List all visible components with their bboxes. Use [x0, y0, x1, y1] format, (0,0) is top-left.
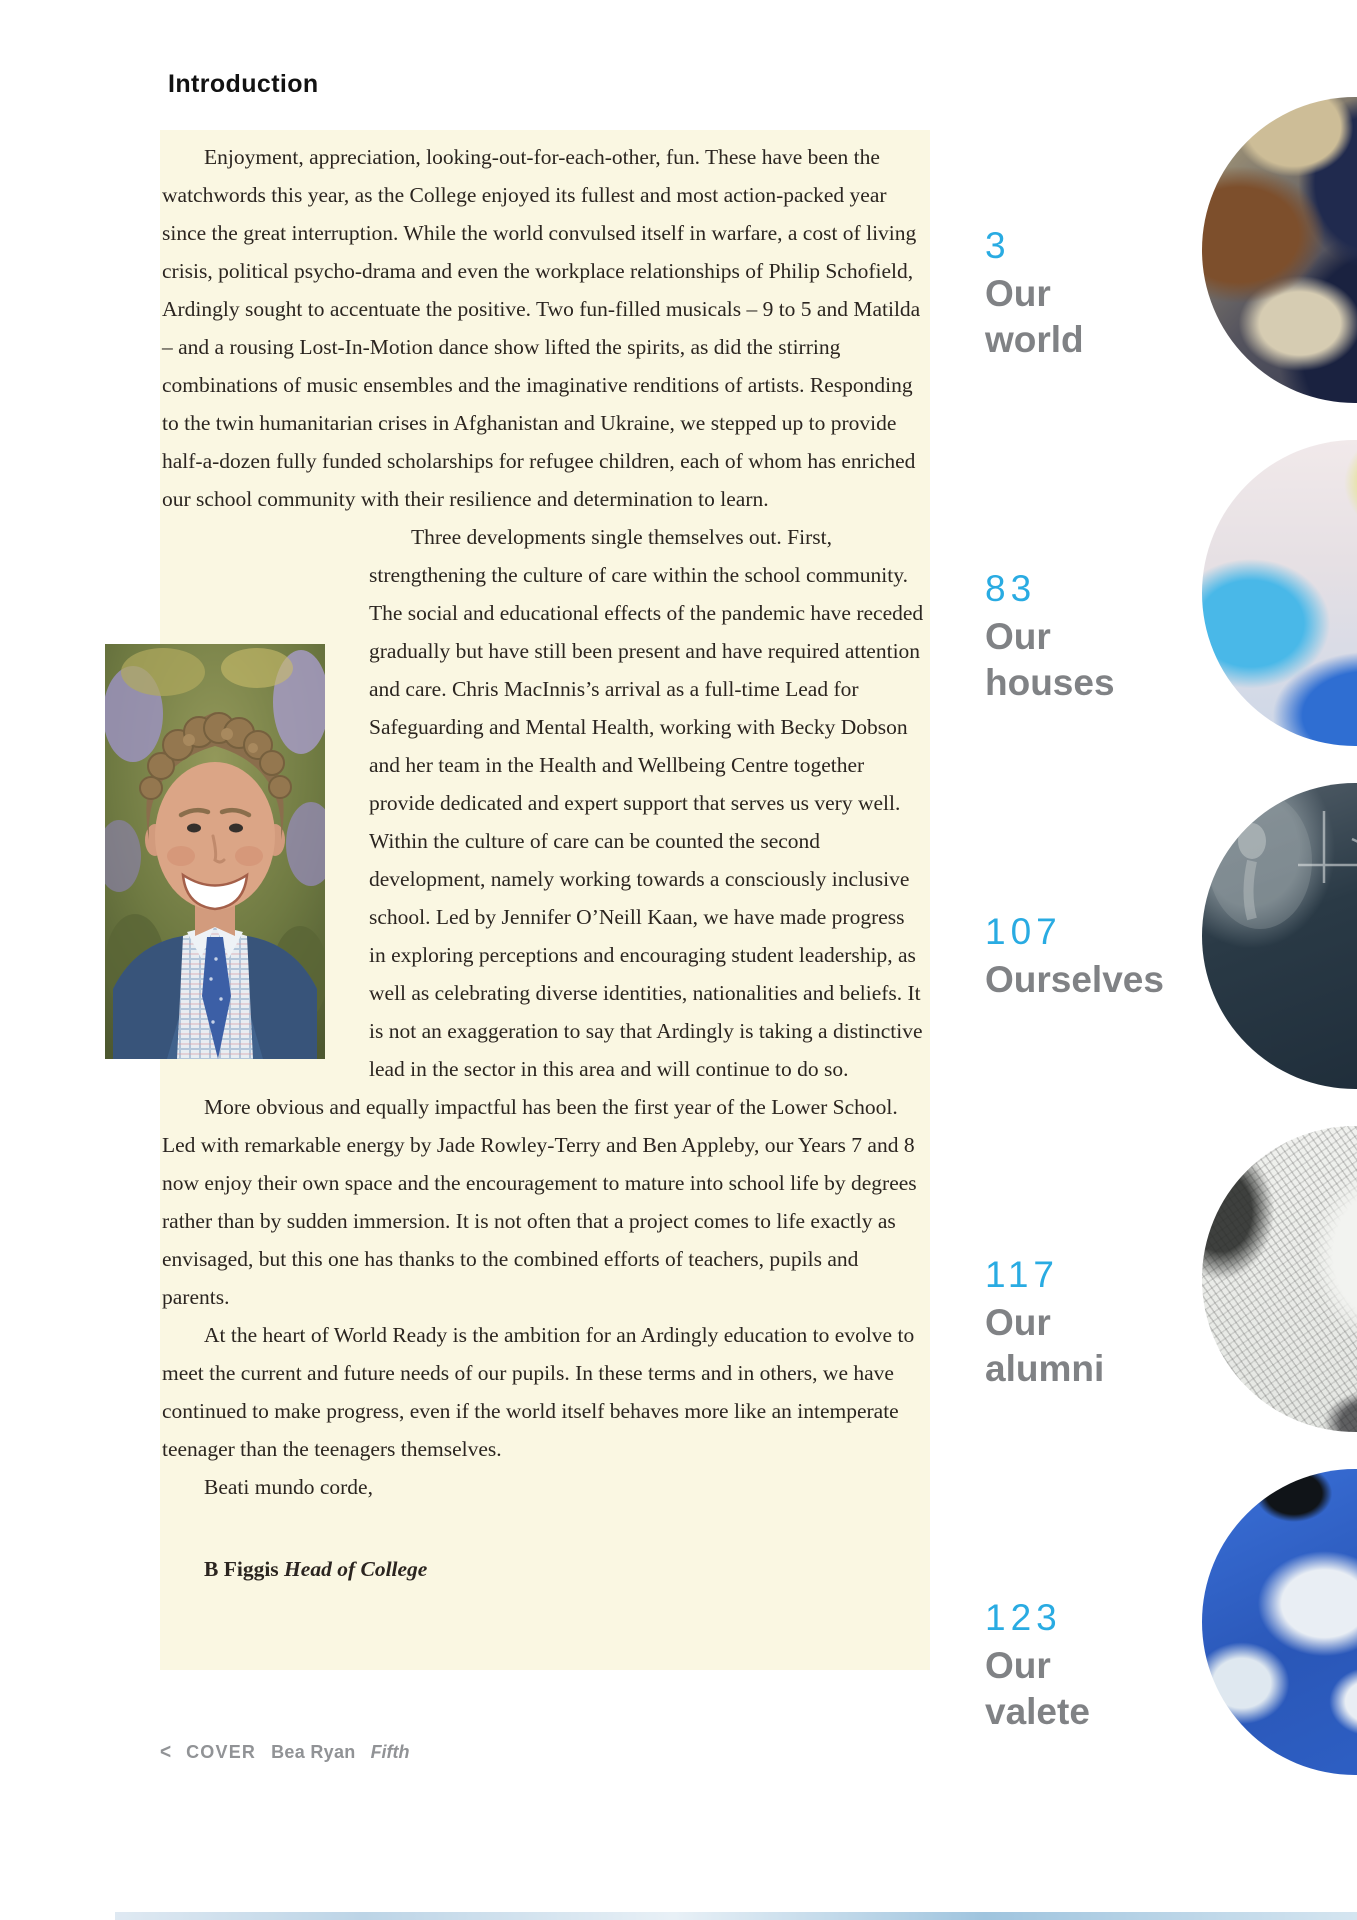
- toc-page-number: 3: [985, 225, 1011, 266]
- paragraph: More obvious and equally impactful has been the first year of the Lower School. Led with remarkable energy by Jade Rowley-Terry and Ben Appleby, our Years 7 and 8 now enjoy their own space and the encouragement to mature into school life by degrees rather than by sudden immersion. It is not often that a project comes to life exactly as envisaged, but this one has thanks to the combined efforts of teachers, pupils and parents.: [162, 1095, 917, 1309]
- toc-entry-our-houses[interactable]: [985, 568, 1195, 706]
- author-role: Head of College: [284, 1557, 428, 1581]
- toc-section-label: Our houses: [985, 616, 1115, 703]
- section-thumbnail-our-alumni[interactable]: [1202, 1126, 1357, 1432]
- toc-page-number: 117: [985, 1254, 1059, 1295]
- next-page-edge: [115, 1912, 1357, 1920]
- toc-section-label: Our world: [985, 273, 1084, 360]
- section-thumbnail-our-houses[interactable]: [1202, 440, 1357, 746]
- paragraph: At the heart of World Ready is the ambition for an Ardingly education to evolve to meet the current and future needs of our pupils. In these terms and in others, we have continued to make progress, even if the world itself behaves more like an intemperate teenager than the teenagers themselves.: [162, 1323, 915, 1461]
- signature-line: [162, 1550, 924, 1588]
- toc-entry-ourselves[interactable]: [985, 911, 1195, 1003]
- cover-artist-name: Bea Ryan: [271, 1742, 356, 1762]
- cover-credit-link[interactable]: [160, 1742, 410, 1764]
- toc-section-label: Ourselves: [985, 959, 1164, 1000]
- toc-entry-our-world[interactable]: [985, 225, 1195, 363]
- toc-page-number: 107: [985, 911, 1062, 952]
- section-thumbnail-our-valete[interactable]: [1202, 1469, 1357, 1775]
- toc-section-label: Our alumni: [985, 1302, 1105, 1389]
- toc-entry-our-alumni[interactable]: [985, 1254, 1195, 1392]
- paragraph: [162, 518, 924, 1088]
- toc-page-number: 123: [985, 1597, 1062, 1638]
- section-thumbnail-ourselves[interactable]: [1202, 783, 1357, 1089]
- introduction-article: [160, 130, 930, 1670]
- page-title: Introduction: [168, 70, 319, 98]
- cover-label: COVER: [186, 1742, 257, 1762]
- paragraph: Enjoyment, appreciation, looking-out-for-each-other, fun. These have been the watchwords this year, as the College enjoyed its fullest and most action-packed year since the great interruption. While the world convulsed itself in warfare, a cost of living crisis, political psycho-drama and even the workplace relationships of Philip Schofield, Ardingly sought to accentuate the positive. Two fun-filled musicals – 9 to 5 and Matilda – and a rousing Lost-In-Motion dance show lifted the spirits, as did the stirring combinations of music ensembles and the imaginative renditions of artists. Responding to the twin humanitarian crises in Afghanistan and Ukraine, we stepped up to provide half-a-dozen fully funded scholarships for refugee children, each of whom has enriched our school community with their resilience and determination to learn.: [162, 145, 921, 511]
- head-of-college-portrait-photo: [105, 644, 325, 1059]
- back-chevron-icon: <: [160, 1740, 172, 1764]
- toc-section-label: Our valete: [985, 1645, 1090, 1732]
- toc-entry-our-valete[interactable]: [985, 1597, 1195, 1735]
- cover-artist-form: Fifth: [370, 1742, 410, 1762]
- section-thumbnail-our-world[interactable]: [1202, 97, 1357, 403]
- author-name: B Figgis: [204, 1557, 279, 1581]
- toc-page-number: 83: [985, 568, 1037, 609]
- closing-line: Beati mundo corde,: [204, 1475, 373, 1499]
- paragraph-text: Three developments single themselves out. First, strengthening the culture of care within the school community. The social and educational effects of the pandemic have receded gradually but have still been present and have required attention and care. Chris MacInnis’s arrival as a full-time Lead for Safeguarding and Mental Health, working with Becky Dobson and her team in the Health and Wellbeing Centre together provide dedicated and expert support that serves us very well. Within the culture of care can be counted the second development, namely working towards a consciously inclusive school. Led by Jennifer O’Neill Kaan, we have made progress in exploring perceptions and encouraging student leadership, as well as celebrating diverse identities, nationalities and beliefs. It is not an exaggeration to say that Ardingly is taking a distinctive lead in the sector in this area and will continue to do so.: [369, 525, 924, 1081]
